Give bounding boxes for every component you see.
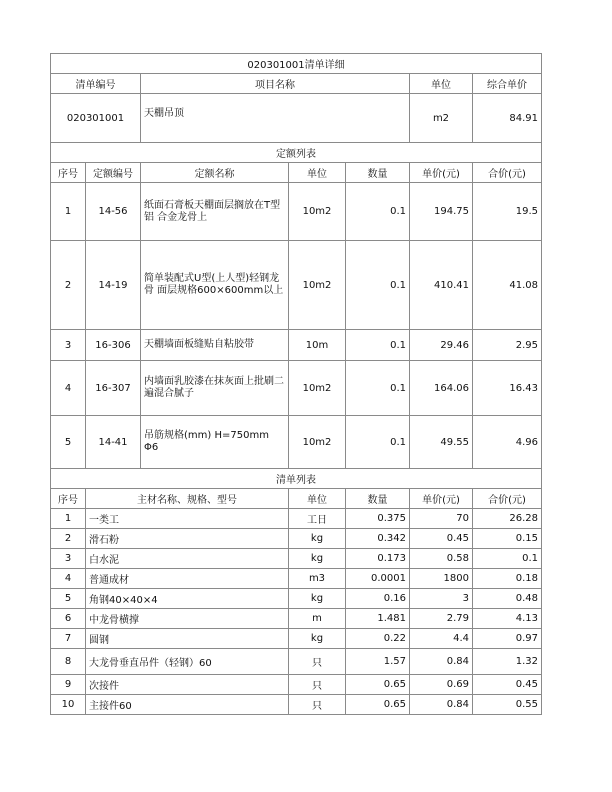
item-row <box>51 94 542 143</box>
material-name: 圆钢 <box>86 629 289 649</box>
material-name: 角钢40×40×4 <box>86 589 289 609</box>
material-total: 0.97 <box>473 629 542 649</box>
material-seq: 3 <box>51 549 86 569</box>
material-header-unit: 单位 <box>289 489 346 509</box>
material-qty: 0.173 <box>346 549 410 569</box>
material-seq: 5 <box>51 589 86 609</box>
material-name: 滑石粉 <box>86 529 289 549</box>
material-section-title: 清单列表 <box>51 469 542 489</box>
material-name: 一类工 <box>86 509 289 529</box>
material-qty: 0.22 <box>346 629 410 649</box>
quota-name: 天棚墙面板缝贴自粘胶带 <box>141 330 289 361</box>
material-seq: 4 <box>51 569 86 589</box>
material-total: 0.45 <box>473 675 542 695</box>
material-row <box>51 529 542 549</box>
material-total: 1.32 <box>473 649 542 675</box>
material-price: 70 <box>410 509 473 529</box>
material-qty: 1.481 <box>346 609 410 629</box>
quota-seq: 2 <box>51 241 86 330</box>
quota-price: 194.75 <box>410 183 473 241</box>
quota-header-row <box>51 163 542 183</box>
material-unit: 只 <box>289 675 346 695</box>
material-qty: 0.0001 <box>346 569 410 589</box>
quota-header-seq: 序号 <box>51 163 86 183</box>
quota-qty: 0.1 <box>346 361 410 416</box>
material-seq: 6 <box>51 609 86 629</box>
material-unit: m3 <box>289 569 346 589</box>
material-name: 大龙骨垂直吊件（轻钢）60 <box>86 649 289 675</box>
material-total: 0.55 <box>473 695 542 715</box>
material-price: 0.69 <box>410 675 473 695</box>
material-price: 3 <box>410 589 473 609</box>
header-unit: 单位 <box>410 74 473 94</box>
material-unit: kg <box>289 589 346 609</box>
material-unit: m <box>289 609 346 629</box>
quota-price: 164.06 <box>410 361 473 416</box>
material-price: 2.79 <box>410 609 473 629</box>
quota-code: 14-41 <box>86 416 141 469</box>
material-price: 0.84 <box>410 649 473 675</box>
quota-total: 4.96 <box>473 416 542 469</box>
material-header-seq: 序号 <box>51 489 86 509</box>
material-seq: 8 <box>51 649 86 675</box>
quota-total: 19.5 <box>473 183 542 241</box>
material-total: 0.18 <box>473 569 542 589</box>
quota-header-name: 定额名称 <box>141 163 289 183</box>
quota-name: 简单装配式U型(上人型)轻钢龙骨 面层规格600×600mm以上 <box>141 241 289 330</box>
quota-seq: 3 <box>51 330 86 361</box>
material-name: 中龙骨横撑 <box>86 609 289 629</box>
material-unit: kg <box>289 549 346 569</box>
material-unit: 工日 <box>289 509 346 529</box>
header-name: 项目名称 <box>141 74 410 94</box>
quota-price: 29.46 <box>410 330 473 361</box>
quota-name: 内墙面乳胶漆在抹灰面上批刷二遍混合腻子 <box>141 361 289 416</box>
quota-unit: 10m2 <box>289 183 346 241</box>
quota-code: 16-307 <box>86 361 141 416</box>
quota-unit: 10m2 <box>289 416 346 469</box>
material-qty: 0.65 <box>346 695 410 715</box>
material-qty: 1.57 <box>346 649 410 675</box>
material-header-qty: 数量 <box>346 489 410 509</box>
material-price: 1800 <box>410 569 473 589</box>
material-header-name: 主材名称、规格、型号 <box>86 489 289 509</box>
quota-header-total: 合价(元) <box>473 163 542 183</box>
quota-header-qty: 数量 <box>346 163 410 183</box>
quota-qty: 0.1 <box>346 183 410 241</box>
material-seq: 7 <box>51 629 86 649</box>
material-total: 0.15 <box>473 529 542 549</box>
material-section-title-row <box>51 469 542 489</box>
material-row <box>51 549 542 569</box>
material-price: 0.45 <box>410 529 473 549</box>
item-name: 天棚吊顶 <box>141 94 410 143</box>
material-name: 白水泥 <box>86 549 289 569</box>
quota-unit: 10m <box>289 330 346 361</box>
material-unit: kg <box>289 529 346 549</box>
material-price: 0.58 <box>410 549 473 569</box>
material-row <box>51 609 542 629</box>
quota-row <box>51 241 542 330</box>
quota-seq: 1 <box>51 183 86 241</box>
quota-qty: 0.1 <box>346 241 410 330</box>
material-row <box>51 509 542 529</box>
quota-code: 16-306 <box>86 330 141 361</box>
material-qty: 0.16 <box>346 589 410 609</box>
material-unit: 只 <box>289 695 346 715</box>
material-seq: 1 <box>51 509 86 529</box>
material-header-price: 单价(元) <box>410 489 473 509</box>
item-code: 020301001 <box>51 94 141 143</box>
bill-detail-table <box>50 53 542 715</box>
quota-unit: 10m2 <box>289 361 346 416</box>
quota-name: 吊筋规格(mm) H=750mm Φ6 <box>141 416 289 469</box>
quota-qty: 0.1 <box>346 416 410 469</box>
quota-code: 14-56 <box>86 183 141 241</box>
material-qty: 0.65 <box>346 675 410 695</box>
material-seq: 9 <box>51 675 86 695</box>
material-row <box>51 649 542 675</box>
item-price: 84.91 <box>473 94 542 143</box>
quota-unit: 10m2 <box>289 241 346 330</box>
quota-section-title: 定额列表 <box>51 143 542 163</box>
material-unit: 只 <box>289 649 346 675</box>
material-total: 4.13 <box>473 609 542 629</box>
material-total: 0.48 <box>473 589 542 609</box>
material-seq: 2 <box>51 529 86 549</box>
item-unit: m2 <box>410 94 473 143</box>
quota-row <box>51 330 542 361</box>
item-header-row <box>51 74 542 94</box>
quota-total: 41.08 <box>473 241 542 330</box>
material-row <box>51 675 542 695</box>
quota-name: 纸面石膏板天棚面层搁放在T型铝 合金龙骨上 <box>141 183 289 241</box>
quota-total: 16.43 <box>473 361 542 416</box>
quota-row <box>51 361 542 416</box>
material-row <box>51 629 542 649</box>
header-price: 综合单价 <box>473 74 542 94</box>
material-total: 26.28 <box>473 509 542 529</box>
quota-header-price: 单价(元) <box>410 163 473 183</box>
table-title-row <box>51 54 542 74</box>
quota-qty: 0.1 <box>346 330 410 361</box>
material-price: 4.4 <box>410 629 473 649</box>
material-header-row <box>51 489 542 509</box>
header-code: 清单编号 <box>51 74 141 94</box>
material-total: 0.1 <box>473 549 542 569</box>
quota-row <box>51 416 542 469</box>
material-row <box>51 695 542 715</box>
quota-seq: 5 <box>51 416 86 469</box>
quota-section-title-row <box>51 143 542 163</box>
quota-price: 410.41 <box>410 241 473 330</box>
material-name: 次接件 <box>86 675 289 695</box>
material-unit: kg <box>289 629 346 649</box>
quota-price: 49.55 <box>410 416 473 469</box>
material-qty: 0.375 <box>346 509 410 529</box>
quota-total: 2.95 <box>473 330 542 361</box>
table-title: 020301001清单详细 <box>51 54 542 74</box>
quota-header-unit: 单位 <box>289 163 346 183</box>
material-name: 主接件60 <box>86 695 289 715</box>
quota-seq: 4 <box>51 361 86 416</box>
material-row <box>51 569 542 589</box>
quota-code: 14-19 <box>86 241 141 330</box>
material-seq: 10 <box>51 695 86 715</box>
material-qty: 0.342 <box>346 529 410 549</box>
material-price: 0.84 <box>410 695 473 715</box>
material-name: 普通成材 <box>86 569 289 589</box>
quota-header-code: 定额编号 <box>86 163 141 183</box>
quota-row <box>51 183 542 241</box>
material-header-total: 合价(元) <box>473 489 542 509</box>
material-row <box>51 589 542 609</box>
